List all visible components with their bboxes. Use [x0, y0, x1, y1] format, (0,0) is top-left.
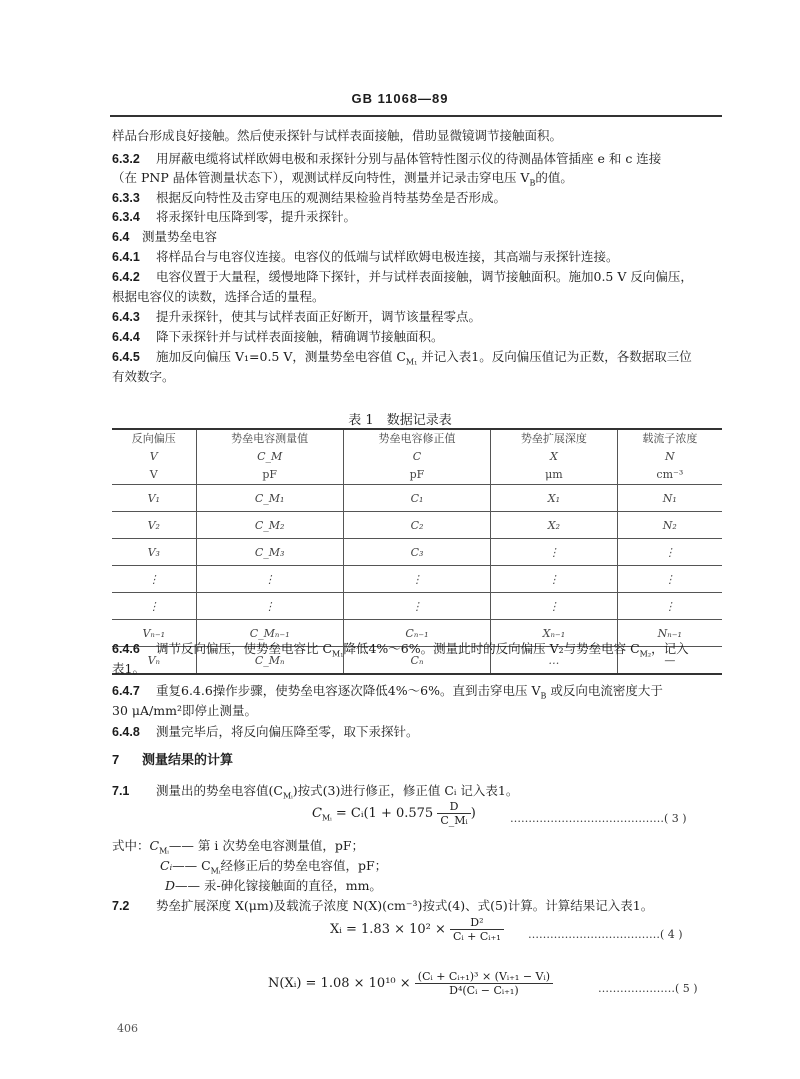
table-cell: Vₙ — [112, 647, 196, 675]
standard-header: GB 11068—89 — [351, 91, 449, 106]
page-number: 406 — [117, 1022, 138, 1035]
formula-5: N(Xᵢ) = 1.08 × 10¹⁰ × $\frac{\text{(Cᵢ + Cᵢ₊₁)³ × (Vᵢ₊₁ − Vᵢ)}}{\text{D⁴(Cᵢ − Cᵢ₊₁)}}$ — [268, 970, 553, 997]
table-header-cell: C — [343, 448, 490, 466]
table-header-cell: V — [149, 468, 158, 481]
clause-6-4-4: 6.4.4 降下汞探针并与试样表面接触，精确调节接触面积。 — [112, 329, 444, 344]
table-cell: Cₙ — [343, 647, 490, 675]
formula-3: $C_{Mᵢ}$ = Cᵢ(1 + 0.575 $\frac{D}{\text{C\_Mᵢ}}$ ) — [312, 800, 476, 827]
table-cell: ⋮ — [343, 593, 490, 620]
table-cell: C_M₃ — [196, 539, 343, 566]
table-cell: Vₙ₋₁ — [112, 620, 196, 647]
formula-3-leader: ……………………………………( 3 ) — [510, 812, 687, 825]
table-row — [112, 539, 722, 566]
where-1: 式中：$C_{Mᵢ}——$ 第 i 次势垒电容测量值，pF； — [112, 838, 364, 856]
table-cell: ⋮ — [112, 566, 196, 593]
clause-6-3-4: 6.3.4 将汞探针电压降到零，提升汞探针。 — [112, 209, 357, 224]
table-caption: 表 1 数据记录表 — [348, 413, 452, 428]
table-header-cell: V — [149, 450, 158, 463]
table-cell: Cₙ₋₁ — [343, 620, 490, 647]
header-rule — [110, 115, 722, 117]
table-header-cell: 载流子浓度 — [617, 429, 722, 448]
clause-6-4-2-cont: 根据电容仪的读数，选择合适的量程。 — [112, 289, 325, 304]
table-cell: … — [491, 647, 618, 675]
table-cell: — — [617, 647, 722, 675]
formula-5-leader: …………………( 5 ) — [598, 982, 698, 995]
table-header-cell: μm — [491, 466, 618, 485]
table-header-cell: 势垒电容修正值 — [343, 429, 490, 448]
table-header-cell: 势垒电容测量值 — [196, 429, 343, 448]
table-header-cell: pF — [343, 466, 490, 485]
table-cell: C_M₁ — [196, 485, 343, 512]
table-header-cell: X — [491, 448, 618, 466]
where-2: Cᵢ—— $C_{Mᵢ}$经修正后的势垒电容值，pF； — [160, 858, 388, 876]
clause-7-2: 7.2 势垒扩展深度 X(μm)及载流子浓度 N(X)(cm⁻³)按式(4)、式(5)计算。计算结果记入表1。 — [112, 898, 654, 913]
table-header-cell: N — [617, 448, 722, 466]
table-cell: N₁ — [617, 485, 722, 512]
table-cell: C₁ — [343, 485, 490, 512]
clause-6-4-2: 6.4.2 电容仪置于大量程，缓慢地降下探针，并与试样表面接触，调节接触面积。施加0.5 V 反向偏压， — [112, 269, 693, 284]
table-cell: C₂ — [343, 512, 490, 539]
table-cell: ⋮ — [491, 539, 618, 566]
clause-6-4-5-cont: 有效数字。 — [112, 369, 175, 384]
table-header-row — [112, 448, 722, 466]
clause-6-4-7-cont: 30 μA/mm²即停止测量。 — [112, 703, 257, 718]
table-cell: C_M₂ — [196, 512, 343, 539]
table-cell: ⋮ — [491, 593, 618, 620]
paragraph-continuation: 样品台形成良好接触。然后使汞探针与试样表面接触，借助显微镜调节接触面积。 — [112, 128, 563, 143]
table-cell: V₃ — [112, 539, 196, 566]
table-header-cell: pF — [196, 466, 343, 485]
table-cell: X₂ — [491, 512, 618, 539]
section-7-heading: 7 测量结果的计算 — [112, 752, 234, 767]
formula-4-leader: ………………………………( 4 ) — [528, 928, 683, 941]
clause-6-3-2-cont: （在 PNP 晶体管测量状态下），观测试样反向特性，测量并记录击穿电压 $V_B$的值。 — [112, 170, 573, 188]
where-3: D—— 汞-砷化镓接触面的直径，mm。 — [165, 878, 382, 893]
table-header-cell: C_M — [196, 448, 343, 466]
table-row — [112, 485, 722, 512]
table-header-cell: 反向偏压 — [131, 432, 176, 445]
table-cell: C₃ — [343, 539, 490, 566]
table-header-row — [112, 466, 722, 485]
clause-6-4-8: 6.4.8 测量完毕后，将反向偏压降至零，取下汞探针。 — [112, 724, 419, 739]
table-row — [112, 593, 722, 620]
table-cell: C_Mₙ — [196, 647, 343, 675]
table-row — [112, 512, 722, 539]
table-cell: ⋮ — [343, 566, 490, 593]
table-cell: V₂ — [112, 512, 196, 539]
table-cell: ⋮ — [196, 593, 343, 620]
table-row — [112, 566, 722, 593]
table-cell: ⋮ — [617, 539, 722, 566]
clause-6-4-5: 6.4.5 施加反向偏压 V₁=0.5 V，测量势垒电容值 $C_{M_1}$ 并记入表1。反向偏压值记为正数，各数据取三位 — [112, 349, 692, 367]
table-cell: ⋮ — [196, 566, 343, 593]
table-cell: ⋮ — [491, 566, 618, 593]
clause-7-1: 7.1 测量出的势垒电容值$(C_{Mᵢ})$按式(3)进行修正，修正值 Cᵢ 记入表1。 — [112, 783, 519, 801]
table-cell: V₁ — [112, 485, 196, 512]
section-6-4: 6.4 测量势垒电容 — [112, 229, 218, 244]
clause-6-4-1: 6.4.1 将样品台与电容仪连接。电容仪的低端与试样欧姆电极连接，其高端与汞探针连接。 — [112, 249, 619, 264]
table-cell: X₁ — [491, 485, 618, 512]
clause-6-4-3: 6.4.3 提升汞探针，使其与试样表面正好断开，调节该量程零点。 — [112, 309, 482, 324]
table-cell: Nₙ₋₁ — [617, 620, 722, 647]
table-cell: C_Mₙ₋₁ — [196, 620, 343, 647]
table-cell: ⋮ — [112, 593, 196, 620]
table-cell: Xₙ₋₁ — [491, 620, 618, 647]
table-header-cell: cm⁻³ — [617, 466, 722, 485]
clause-6-3-2: 6.3.2 用屏蔽电缆将试样欧姆电极和汞探针分别与晶体管特性图示仪的待测晶体管插座 e 和 c 连接 — [112, 151, 662, 166]
clause-6-3-3: 6.3.3 根据反向特性及击穿电压的观测结果检验肖特基势垒是否形成。 — [112, 190, 507, 205]
table-header-cell: 势垒扩展深度 — [491, 429, 618, 448]
table-cell: ⋮ — [617, 593, 722, 620]
clause-6-4-7: 6.4.7 重复6.4.6操作步骤，使势垒电容逐次降低4%～6%。直到击穿电压 $V_B$ 或反向电流密度大于 — [112, 683, 663, 701]
table-cell: N₂ — [617, 512, 722, 539]
clause-6-4-6-cont: 表1。 — [112, 661, 145, 676]
clause-6-4-6: 6.4.6 调节反向偏压，使势垒电容比 $C_{M_1}$降低4%～6%。测量此时的反向偏压 V₂与势垒电容 $C_{M_2}$，记入 — [112, 641, 689, 659]
table-cell: ⋮ — [617, 566, 722, 593]
table-header-row — [112, 429, 722, 448]
data-record-table — [112, 428, 722, 675]
formula-4: Xᵢ = 1.83 × 10² × $\frac{\text{D²}}{\text{Cᵢ + Cᵢ₊₁}}$ — [330, 916, 504, 943]
